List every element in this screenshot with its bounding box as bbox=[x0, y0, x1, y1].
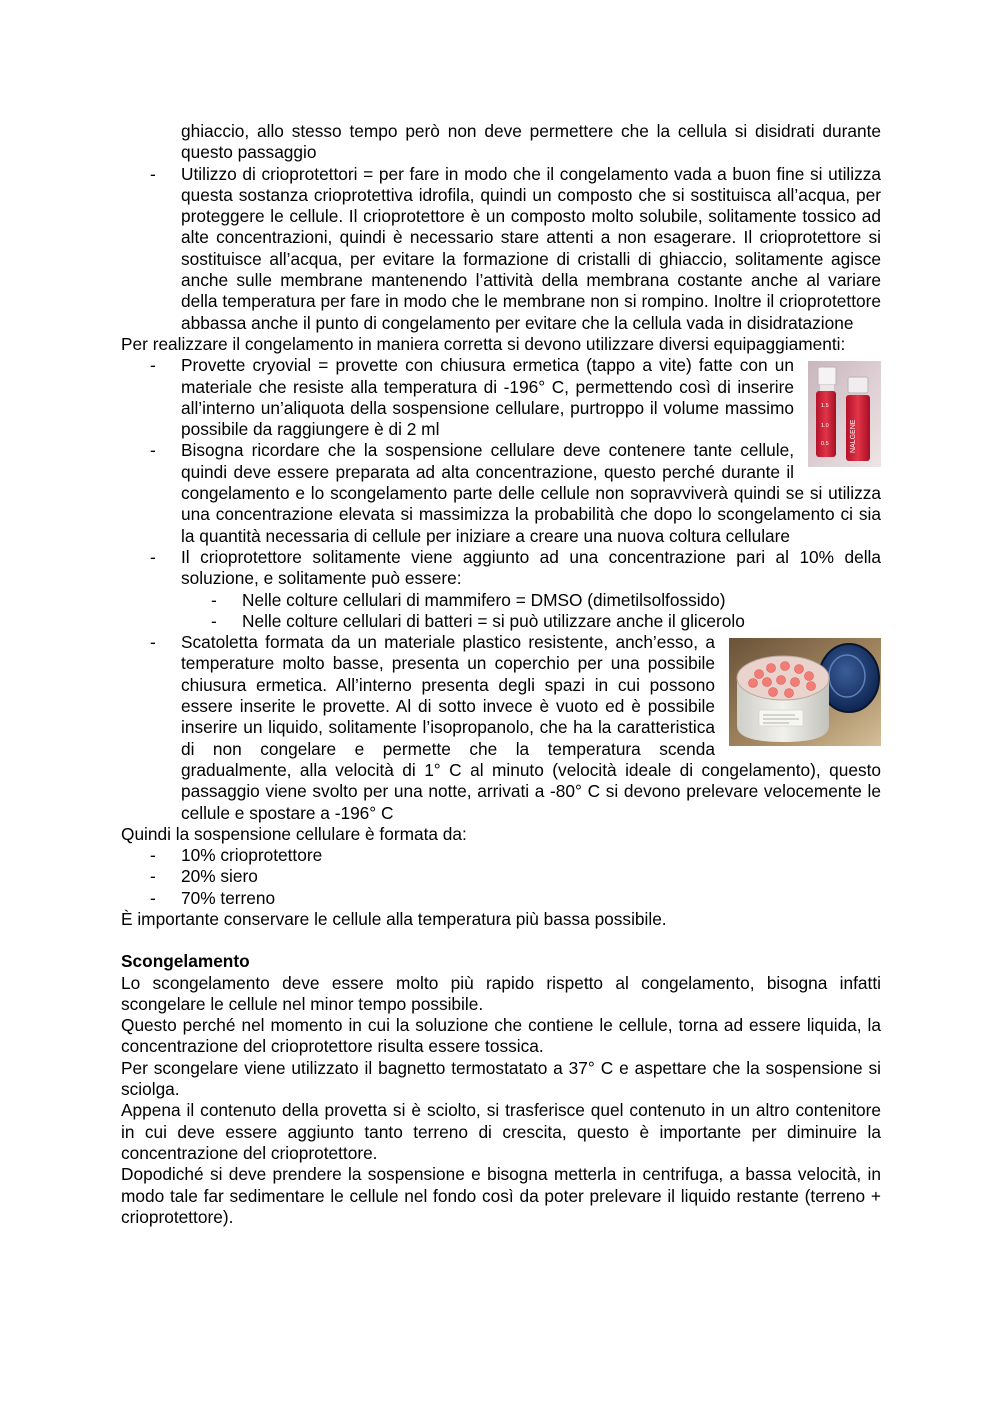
list-item-cryovial bbox=[121, 355, 881, 454]
composition-item-text: 20% siero bbox=[181, 866, 258, 887]
list-marker: - bbox=[150, 163, 156, 184]
paragraph: Lo scongelamento deve essere molto più rapido rispetto al congelamento, bisogna infatti scongelare le cellule nel minor tempo possibile. bbox=[121, 972, 881, 1014]
storage-note: È importante conservare le cellule alla temperatura più bassa possibile. bbox=[121, 908, 667, 929]
equipment-intro: Per realizzare il congelamento in maniera corretta si devono utilizzare diversi equipaggiamenti: bbox=[121, 333, 846, 354]
list-item-crioprotettori bbox=[121, 164, 881, 334]
section-spacer bbox=[121, 930, 881, 951]
list-item-text: Utilizzo di crioprotettori = per fare in modo che il congelamento vada a buon fine si utilizza questa sostanza crioprotettiva idrofila, quindi un composto che si sostituisca all’acqua, per proteggere le cellule. Il crioprotettore è un composto molto solubile, solitamente tossico ad alte concentrazioni, quindi è necessario stare attenti a non esagerare. Il crioprotettore si sostituisce all’acqua, per evitare la formazione di cristalli di ghiaccio, solitamente agisce anche sulle membrane mantenendo l’attività della membrana costante anche al variare della temperatura per fare in modo che le membrane non si rompino. Inoltre il crioprotettore abbassa anche il punto di congelamento per evitare che la cellula vada in disidratazione bbox=[181, 163, 881, 333]
composition-item bbox=[121, 866, 881, 887]
vial-mark-1: 1.5 bbox=[821, 403, 829, 410]
paragraph: Appena il contenuto della provetta si è sciolto, si trasferisce quel contenuto in un altro contenitore in cui deve essere aggiunto tanto terreno di crescita, questo è importante per diminuire la concentrazione del crioprotettore. bbox=[121, 1100, 881, 1163]
list-marker: - bbox=[150, 440, 156, 461]
list-item-percentuale bbox=[121, 547, 881, 590]
sub-item-text: Nelle colture cellulari di batteri = si può utilizzare anche il glicerolo bbox=[242, 610, 745, 631]
list-marker: - bbox=[150, 546, 156, 567]
list-item-text: Provette cryovial = provette con chiusura ermetica (tappo a vite) fatte con un materiale che resiste alla temperatura di -196° C, permettendo così di inserire all’interno un’aliquota della sospensione cellulare, purtroppo il volume massimo possibile da raggiungere è di 2 ml bbox=[181, 355, 794, 440]
vial-mark-2: 1.0 bbox=[821, 423, 829, 430]
sub-item-mammifero bbox=[121, 590, 881, 611]
list-marker: - bbox=[211, 589, 217, 610]
composition-item-text: 70% terreno bbox=[181, 887, 276, 908]
list-item-text: Bisogna ricordare che la sospensione cellulare deve contenere tante cellule, quindi deve essere preparata ad alta concentrazione, questo perché durante il congelamento e lo scongelamento parte delle cellule non sopravviverà quindi se si utilizza una concentrazione elevata si massimizza la probabilità che dopo lo scongelamento ci sia la quantità necessaria di cellule per iniziare a creare una nuova coltura cellulare bbox=[181, 440, 881, 546]
sub-item-batteri bbox=[121, 611, 881, 632]
sub-item-text: Nelle colture cellulari di mammifero = DMSO (dimetilsolfossido) bbox=[242, 589, 726, 610]
list-marker: - bbox=[150, 845, 156, 866]
page-content bbox=[121, 121, 881, 1228]
list-marker: - bbox=[150, 355, 156, 376]
vial-brand-label: NALGENE bbox=[850, 419, 857, 454]
list-item-text: Il crioprotettore solitamente viene aggiunto ad una concentrazione pari al 10% della soluzione, e solitamente può essere: bbox=[181, 546, 881, 589]
composition-intro: Quindi la sospensione cellulare è formata da: bbox=[121, 823, 467, 844]
list-item-concentrazione bbox=[121, 440, 881, 546]
list-marker: - bbox=[150, 887, 156, 908]
list-item-text: Scatoletta formata da un materiale plastico resistente, anch’esso, a temperature molto basse, presenta un coperchio per una possibile chiusura ermetica. All’interno presenta degli spazi in cui possono essere inserite le provette. Al di sotto invece è vuoto ed è possibile inserire un liquido, solitamente l’isopropanolo, che ha la caratteristica di non congelare e permette che la temperatura scenda gradualmente, alla velocità di 1° C al minuto (velocità ideale di congelamento), questo passaggio viene svolto per una notte, arrivati a -80° C si devono prelevare velocemente le cellule e spostare a -196° C bbox=[181, 632, 881, 823]
list-marker: - bbox=[150, 866, 156, 887]
continued-paragraph: ghiaccio, allo stesso tempo però non deve permettere che la cellula si disidrati durante questo passaggio bbox=[181, 121, 881, 163]
paragraph: Questo perché nel momento in cui la soluzione che contiene le cellule, torna ad essere liquida, la concentrazione del crioprotettore risulta essere tossica. bbox=[121, 1015, 881, 1057]
paragraph: Per scongelare viene utilizzato il bagnetto termostatato a 37° C e aspettare che la sospensione si sciolga. bbox=[121, 1057, 881, 1100]
list-marker: - bbox=[211, 610, 217, 631]
section-heading: Scongelamento bbox=[121, 951, 250, 972]
composition-item bbox=[121, 845, 881, 866]
composition-item-text: 10% crioprotettore bbox=[181, 845, 323, 866]
composition-item bbox=[121, 888, 881, 909]
paragraph: Dopodiché si deve prendere la sospensione e bisogna metterla in centrifuga, a bassa velocità, in modo tale far sedimentare le cellule nel fondo così da poter prelevare il liquido restante (terreno + crioprotettore). bbox=[121, 1164, 881, 1227]
freezing-container-photo bbox=[729, 638, 881, 746]
list-item-scatoletta bbox=[121, 632, 881, 824]
vial-mark-3: 0.5 bbox=[821, 441, 829, 448]
list-marker: - bbox=[150, 632, 156, 653]
